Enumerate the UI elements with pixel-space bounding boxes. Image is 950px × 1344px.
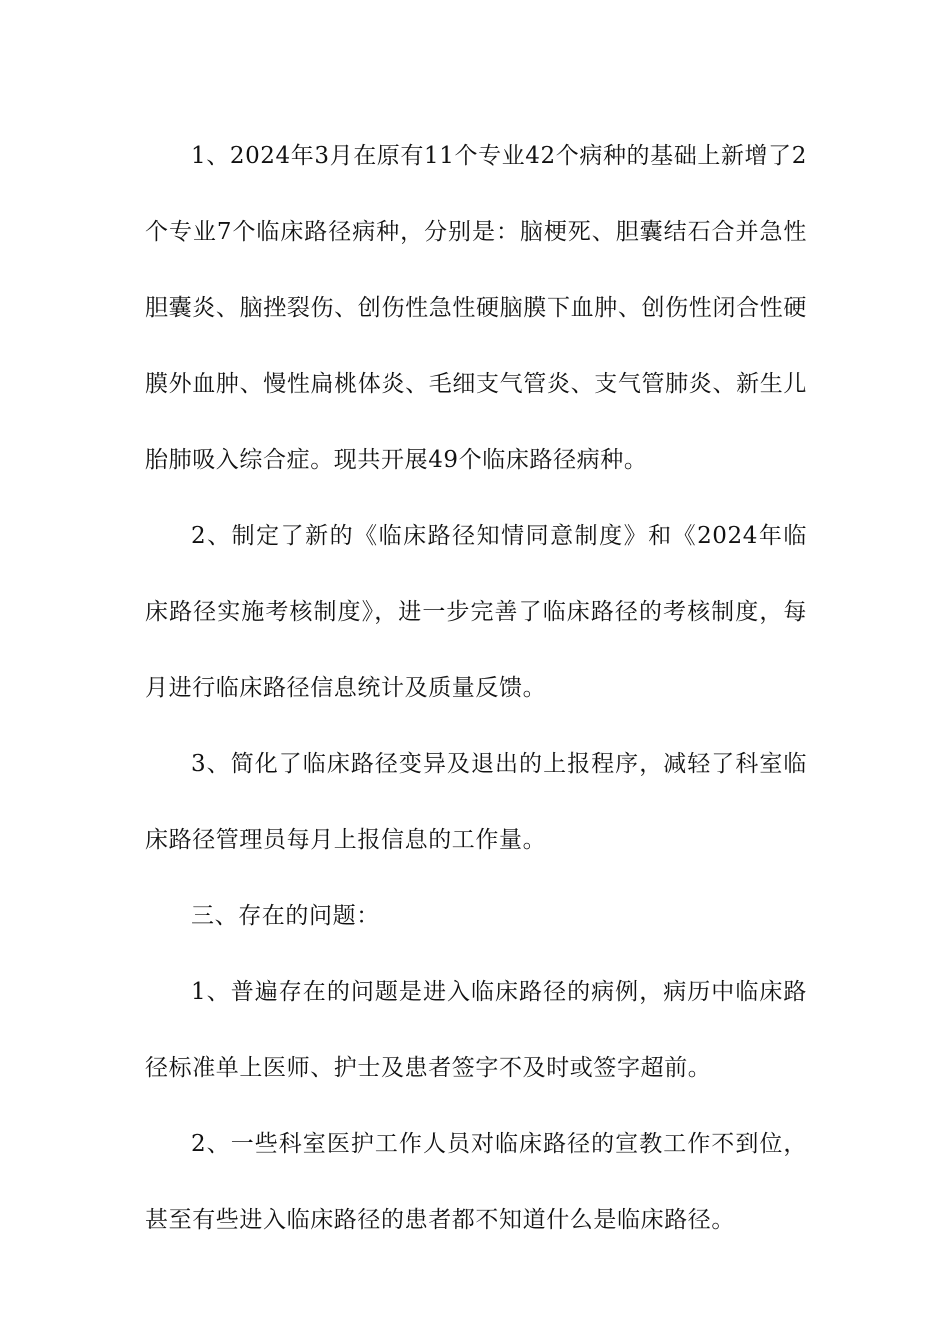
paragraph-1: 1、2024年3月在原有11个专业42个病种的基础上新增了2个专业7个临床路径病种，分别是：脑梗死、胆囊结石合并急性胆囊炎、脑挫裂伤、创伤性急性硬脑膜下血肿、创伤性闭合性硬膜外血肿、慢性扁桃体炎、毛细支气管炎、支气管肺炎、新生儿胎肺吸入综合症。现共开展49个临床路径病种。 <box>145 143 807 473</box>
issue-paragraph-2: 2、一些科室医护工作人员对临床路径的宣教工作不到位，甚至有些进入临床路径的患者都不知道什么是临床路径。 <box>145 1131 807 1233</box>
issue-paragraph-1: 1、普遍存在的问题是进入临床路径的病例，病历中临床路径标准单上医师、护士及患者签字不及时或签字超前。 <box>145 979 807 1081</box>
paragraph-3: 3、简化了临床路径变异及退出的上报程序，减轻了科室临床路径管理员每月上报信息的工作量。 <box>145 751 807 853</box>
paragraph-2: 2、制定了新的《临床路径知情同意制度》和《2024年临床路径实施考核制度》，进一步完善了临床路径的考核制度，每月进行临床路径信息统计及质量反馈。 <box>145 523 807 701</box>
document-body <box>145 118 807 1258</box>
section-heading: 三、存在的问题： <box>191 903 380 929</box>
